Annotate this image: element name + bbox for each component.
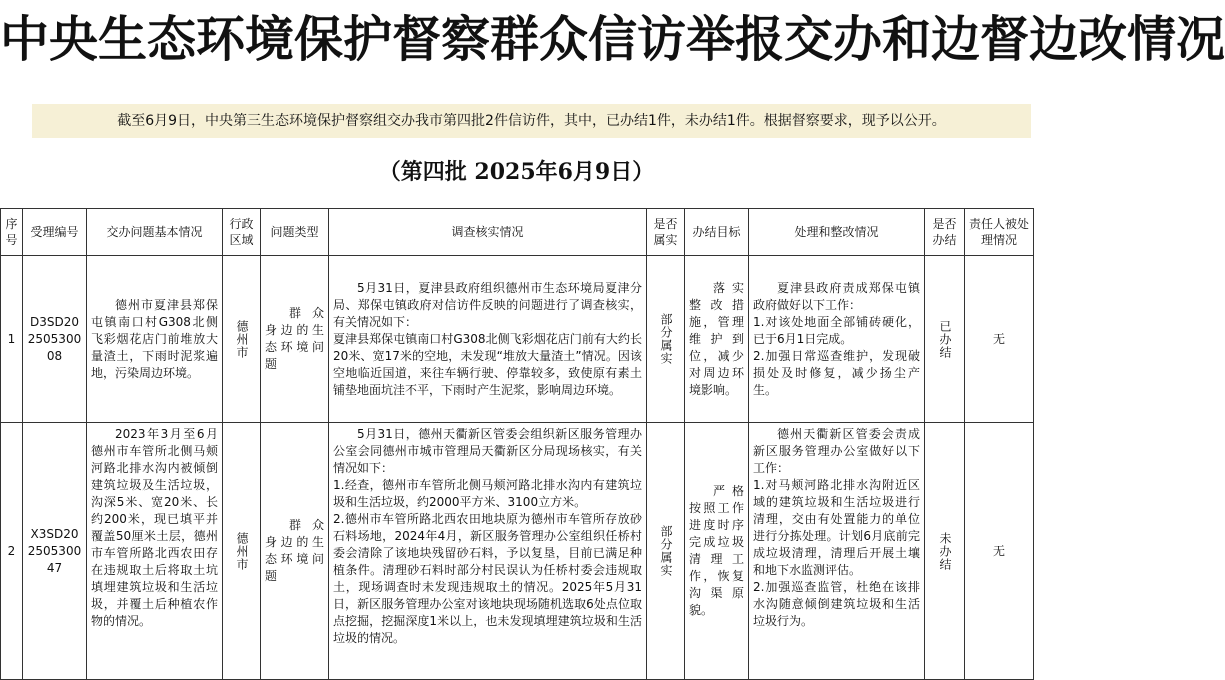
row-verified: 部分属实	[659, 525, 673, 577]
col-header: 处理和整改情况	[749, 209, 925, 256]
headline: 中央生态环境保护督察群众信访举报交办和边督边改情况	[0, 11, 1225, 68]
col-header: 序号	[1, 209, 23, 256]
row-code: D3SD20250530008	[23, 256, 87, 423]
row-responsible: 无	[965, 256, 1034, 423]
row-type: 群众身边的生态环境问题	[261, 256, 329, 423]
row-region: 德州市	[235, 319, 249, 359]
col-header: 是否办结	[925, 209, 965, 256]
intro-note: 截至6月9日，中央第三生态环境保护督察组交办我市第四批2件信访件，其中，已办结1件，未办结1件。根据督察要求，现予以公开。	[32, 104, 1031, 138]
batch-title: （第四批 2025年6月9日）	[378, 159, 655, 185]
row-goal: 落实整改措施，管理维护到位，减少对周边环境影响。	[685, 256, 749, 423]
row-investigation: 5月31日，德州天衢新区管委会组织新区服务管理办公室会同德州市城市管理局天衢新区分局现场核实，有关情况如下： 1.经查，德州市车管所北侧马颊河路北排水沟内有建筑垃圾和生活垃圾，约2000平方米、3100立方米。 2.德州市车管所路北西农田地块原为德州市车管所存放砂石料场地，2024年4月，新区服务管理办公室组织任桥村委会清除了该地块残留砂石料，予以复垦，目前已满足种植条件。清理砂石料时部分村民误认为任桥村委会违规取土，现场调查时未发现违规取土的情况。2025年5月31日，新区服务管理办公室对该地块现场随机选取6处点位取点挖掘，挖掘深度1米以上，也未发现填埋建筑垃圾和生活垃圾的情况。	[329, 423, 647, 680]
row-region: 德州市	[235, 531, 249, 571]
row-problem: 2023年3月至6月德州市车管所北侧马颊河路北排水沟内被倾倒建筑垃圾及生活垃圾，沟深5米、宽20米、长约200米，现已填平并覆盖50厘米土层，德州市车管所路北西农田存在违规取土后将取土坑填埋建筑垃圾和生活垃圾，并覆土后种植农作物的情况。	[87, 423, 223, 680]
row-verified: 部分属实	[659, 313, 673, 365]
row-responsible: 无	[965, 423, 1034, 680]
row-done: 已办结	[938, 319, 952, 359]
row-no: 1	[1, 256, 23, 423]
row-no: 2	[1, 423, 23, 680]
row-done: 未办结	[938, 531, 952, 571]
col-header: 办结目标	[685, 209, 749, 256]
row-goal: 严格按照工作进度时序完成垃圾清理工作，恢复沟渠原貌。	[685, 423, 749, 680]
col-header: 是否属实	[647, 209, 685, 256]
row-type: 群众身边的生态环境问题	[261, 423, 329, 680]
row-handling: 夏津县政府责成郑保屯镇政府做好以下工作： 1.对该处地面全部铺砖硬化，已于6月1日完成。 2.加强日常巡查维护，发现破损处及时修复，减少扬尘产生。	[749, 256, 925, 423]
row-problem: 德州市夏津县郑保屯镇南口村G308北侧飞彩烟花店门前堆放大量渣土，下雨时泥浆遍地，污染周边环境。	[87, 256, 223, 423]
col-header: 责任人被处理情况	[965, 209, 1034, 256]
col-header: 调查核实情况	[329, 209, 647, 256]
table-header-row	[1, 209, 1034, 256]
col-header: 受理编号	[23, 209, 87, 256]
table-row	[1, 256, 1034, 423]
row-handling: 德州天衢新区管委会责成新区服务管理办公室做好以下工作： 1.对马颊河路北排水沟附近区域的建筑垃圾和生活垃圾进行清理，交由有处置能力的单位进行分拣处理。计划6月底前完成垃圾清理，清理后开展土壤和地下水监测评估。 2.加强巡查监管，杜绝在该排水沟随意倾倒建筑垃圾和生活垃圾行为。	[749, 423, 925, 680]
col-header: 行政区域	[223, 209, 261, 256]
col-header: 交办问题基本情况	[87, 209, 223, 256]
row-investigation: 5月31日，夏津县政府组织德州市生态环境局夏津分局、郑保屯镇政府对信访件反映的问题进行了调查核实，有关情况如下： 夏津县郑保屯镇南口村G308北侧飞彩烟花店门前有大约长20米、宽17米的空地，未发现“堆放大量渣土”情况。因该空地临近国道，来往车辆行驶、停靠较多，致使原有素土铺垫地面坑洼不平，下雨时产生泥浆，影响周边环境。	[329, 256, 647, 423]
row-code: X3SD20250530047	[23, 423, 87, 680]
petition-table	[0, 208, 1034, 680]
col-header: 问题类型	[261, 209, 329, 256]
table-row	[1, 423, 1034, 680]
